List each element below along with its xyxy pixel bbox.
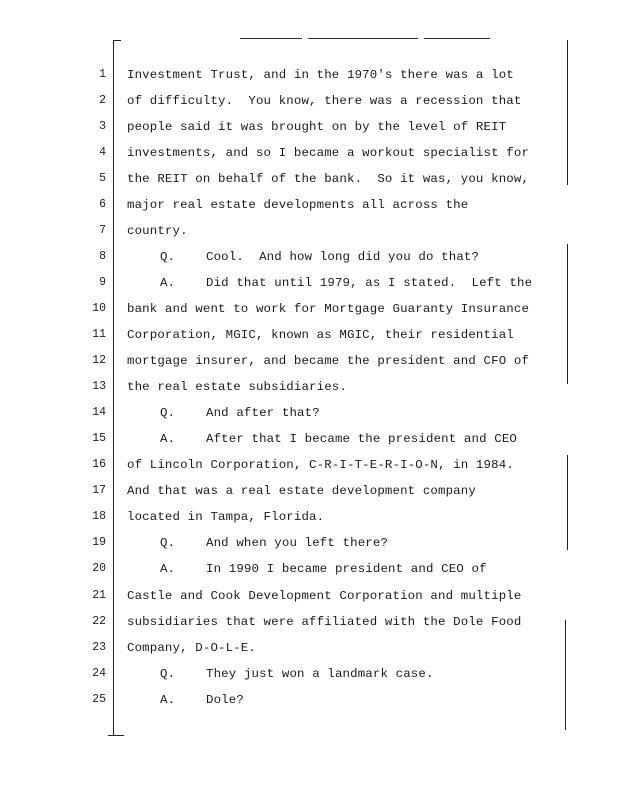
line-number: 7 [99, 224, 106, 237]
line-number: 11 [92, 328, 106, 341]
transcript-line [0, 197, 618, 223]
line-number: 4 [99, 146, 106, 159]
line-text: major real estate developments all across the [127, 198, 469, 212]
transcript-line [0, 301, 618, 327]
line-number: 22 [92, 615, 106, 628]
transcript-line [0, 509, 618, 535]
line-number: 20 [92, 562, 106, 575]
line-text [160, 275, 532, 291]
transcript-line [0, 666, 618, 692]
line-number: 2 [99, 94, 106, 107]
line-number: 5 [99, 172, 106, 185]
transcript-line [0, 640, 618, 666]
line-number: 1 [99, 68, 106, 81]
line-text: bank and went to work for Mortgage Guaranty Insurance [127, 302, 530, 316]
transcript-line [0, 223, 618, 249]
transcript-line [0, 93, 618, 119]
transcript-line [0, 405, 618, 431]
speaker-label: Q. [160, 536, 176, 550]
speaker-label: Q. [160, 406, 176, 420]
top-header-dash-2 [308, 38, 418, 39]
transcript-line [0, 249, 618, 275]
bottom-left-tick [108, 735, 124, 736]
line-number: 24 [92, 667, 106, 680]
transcript-line [0, 561, 618, 587]
line-number: 25 [92, 693, 106, 706]
speaker-label: A. [160, 276, 176, 290]
line-text: located in Tampa, Florida. [127, 510, 325, 524]
transcript-line [0, 692, 618, 718]
transcript-line [0, 353, 618, 379]
speaker-label: Q. [160, 667, 176, 681]
line-number: 6 [99, 198, 106, 211]
utterance: After that I became the president and CEO [206, 432, 518, 446]
line-text: Investment Trust, and in the 1970's there was a lot [127, 68, 514, 82]
line-text: subsidiaries that were affiliated with the Dole Food [127, 615, 522, 629]
line-text: of difficulty. You know, there was a recession that [127, 94, 522, 108]
line-number: 8 [99, 250, 106, 263]
line-text: people said it was brought on by the level of REIT [127, 120, 507, 134]
line-text: Corporation, MGIC, known as MGIC, their residential [127, 328, 514, 342]
transcript-line [0, 535, 618, 561]
speaker-label: A. [160, 562, 176, 576]
utterance: Dole? [206, 693, 244, 707]
transcript-line [0, 119, 618, 145]
line-number: 15 [92, 432, 106, 445]
line-text: mortgage insurer, and became the president and CFO of [127, 354, 530, 368]
transcript-line [0, 67, 618, 93]
line-text [160, 561, 487, 577]
line-number: 9 [99, 276, 106, 289]
utterance: Cool. And how long did you do that? [206, 250, 480, 264]
transcript-line [0, 588, 618, 614]
line-text: investments, and so I became a workout specialist for [127, 146, 530, 160]
speaker-label: Q. [160, 250, 176, 264]
utterance: They just won a landmark case. [206, 667, 434, 681]
line-number: 17 [92, 484, 106, 497]
line-text [160, 535, 388, 551]
top-left-corner-tick [113, 40, 121, 41]
top-header-dash-3 [424, 38, 490, 39]
transcript-line [0, 483, 618, 509]
top-header-dash-1 [240, 38, 302, 39]
line-number: 12 [92, 354, 106, 367]
line-text: And that was a real estate development company [127, 484, 476, 498]
line-number: 21 [92, 589, 106, 602]
line-number: 13 [92, 380, 106, 393]
transcript-line [0, 327, 618, 353]
line-text [160, 692, 244, 708]
utterance: In 1990 I became president and CEO of [206, 562, 487, 576]
speaker-label: A. [160, 693, 176, 707]
line-text: country. [127, 224, 188, 238]
line-text: Company, D-O-L-E. [127, 641, 256, 655]
line-text: the real estate subsidiaries. [127, 380, 347, 394]
transcript-line [0, 457, 618, 483]
transcript-line [0, 379, 618, 405]
speaker-label: A. [160, 432, 176, 446]
transcript-line [0, 145, 618, 171]
utterance: Did that until 1979, as I stated. Left the [206, 276, 533, 290]
utterance: And after that? [206, 406, 320, 420]
transcript-line [0, 275, 618, 301]
line-number: 16 [92, 458, 106, 471]
line-number: 14 [92, 406, 106, 419]
line-text: the REIT on behalf of the bank. So it was, you know, [127, 172, 530, 186]
line-number: 10 [92, 302, 106, 315]
line-text [160, 405, 320, 421]
line-number: 19 [92, 536, 106, 549]
line-number: 3 [99, 120, 106, 133]
line-text [160, 666, 434, 682]
line-number: 23 [92, 641, 106, 654]
utterance: And when you left there? [206, 536, 389, 550]
transcript-line [0, 431, 618, 457]
line-text: of Lincoln Corporation, C-R-I-T-E-R-I-O-N, in 1984. [127, 458, 514, 472]
transcript-line [0, 614, 618, 640]
line-text [160, 431, 517, 447]
line-text [160, 249, 479, 265]
transcript-line [0, 171, 618, 197]
line-number: 18 [92, 510, 106, 523]
line-text: Castle and Cook Development Corporation and multiple [127, 589, 522, 603]
